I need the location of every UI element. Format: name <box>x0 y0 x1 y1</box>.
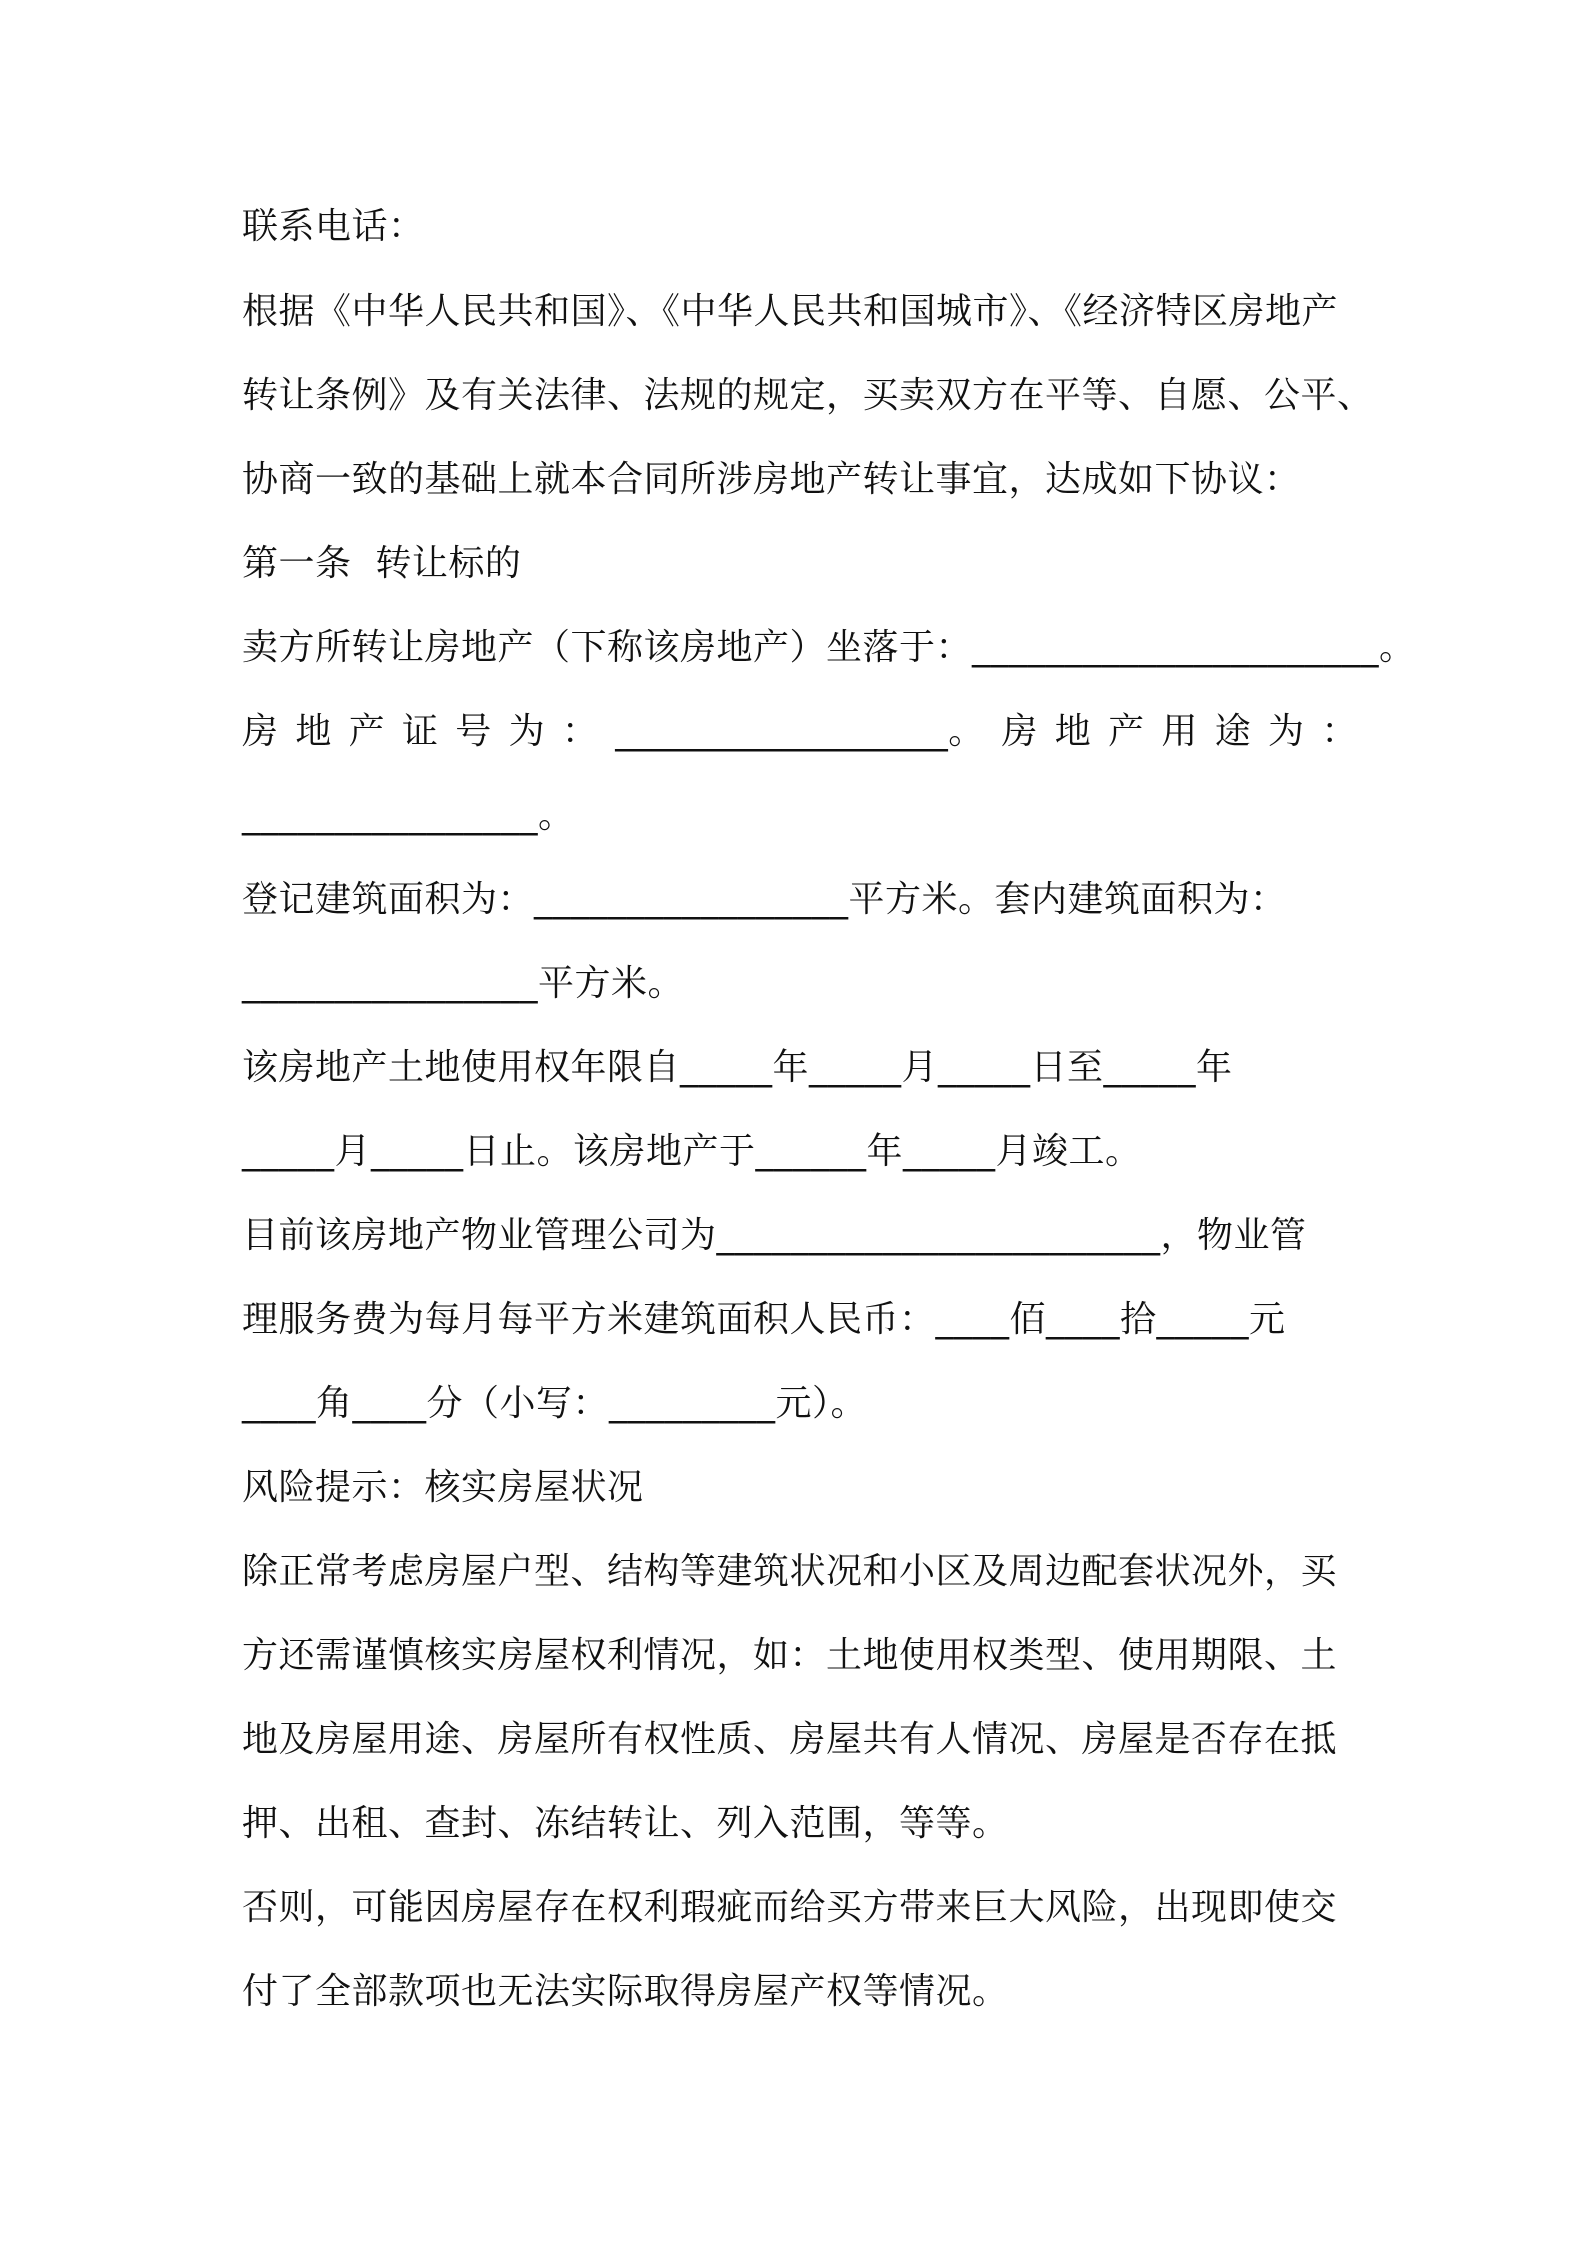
contact-phone-line: 联系电话： <box>242 206 425 247</box>
body-line: ________________平方米。 <box>242 963 685 1004</box>
body-line: 否则，可能因房屋存在权利瑕疵而给买方带来巨大风险，出现即使交 <box>242 1887 1338 1928</box>
body-line: 根据《中华人民共和国》、《中华人民共和国城市》、《经济特区房地产 <box>242 291 1339 332</box>
body-line: 理服务费为每月每平方米建筑面积人民币：____佰____拾_____元 <box>242 1299 1286 1340</box>
certificate-line <box>242 710 1358 754</box>
body-line: _____月_____日止。该房地产于______年_____月竣工。 <box>242 1131 1142 1172</box>
body-line: 付了全部款项也无法实际取得房屋产权等情况。 <box>242 1971 1009 2012</box>
line-char: 号 <box>455 711 492 752</box>
line-char: 房 <box>242 711 279 752</box>
line-char: ： <box>561 711 599 752</box>
line-char: 为 <box>1268 711 1305 752</box>
body-line: 协商一致的基础上就本合同所涉房地产转让事宜，达成如下协议： <box>242 459 1301 500</box>
line-char: 产 <box>1108 711 1145 752</box>
body-line: ____角____分（小写：_________元）。 <box>242 1383 868 1424</box>
body-line: 地及房屋用途、房屋所有权性质、房屋共有人情况、房屋是否存在抵 <box>242 1719 1338 1760</box>
body-line: 卖方所转让房地产（下称该房地产）坐落于：______________________。 <box>242 627 1416 668</box>
body-line: 目前该房地产物业管理公司为________________________，物业管 <box>242 1215 1307 1256</box>
body-line: 转让条例》及有关法律、法规的规定，买卖双方在平等、自愿、公平、 <box>242 375 1374 416</box>
certificate-blank: __________________。 <box>615 711 985 752</box>
line-char: ： <box>1321 711 1358 752</box>
line-char: 用 <box>1161 711 1198 752</box>
body-line: 押、出租、查封、冻结转让、列入范围，等等。 <box>242 1803 1009 1844</box>
body-line: 方还需谨慎核实房屋权利情况，如：土地使用权类型、使用期限、土 <box>242 1635 1338 1676</box>
line-char: 地 <box>295 711 332 752</box>
line-char: 为 <box>508 711 546 752</box>
line-char: 途 <box>1214 711 1252 752</box>
line-char: 地 <box>1054 711 1092 752</box>
line-char: 产 <box>348 711 386 752</box>
line-char: 房 <box>1001 711 1038 752</box>
section-heading: 第一条 转让标的 <box>242 543 522 584</box>
body-line: ________________。 <box>242 795 575 836</box>
body-line: 除正常考虑房屋户型、结构等建筑状况和小区及周边配套状况外，买 <box>242 1551 1338 1592</box>
body-line: 该房地产土地使用权年限自_____年_____月_____日至_____年 <box>242 1047 1233 1088</box>
line-char: 证 <box>401 711 439 752</box>
body-line: 登记建筑面积为：_________________平方米。套内建筑面积为： <box>242 879 1287 920</box>
risk-heading: 风险提示：核实房屋状况 <box>242 1467 644 1508</box>
